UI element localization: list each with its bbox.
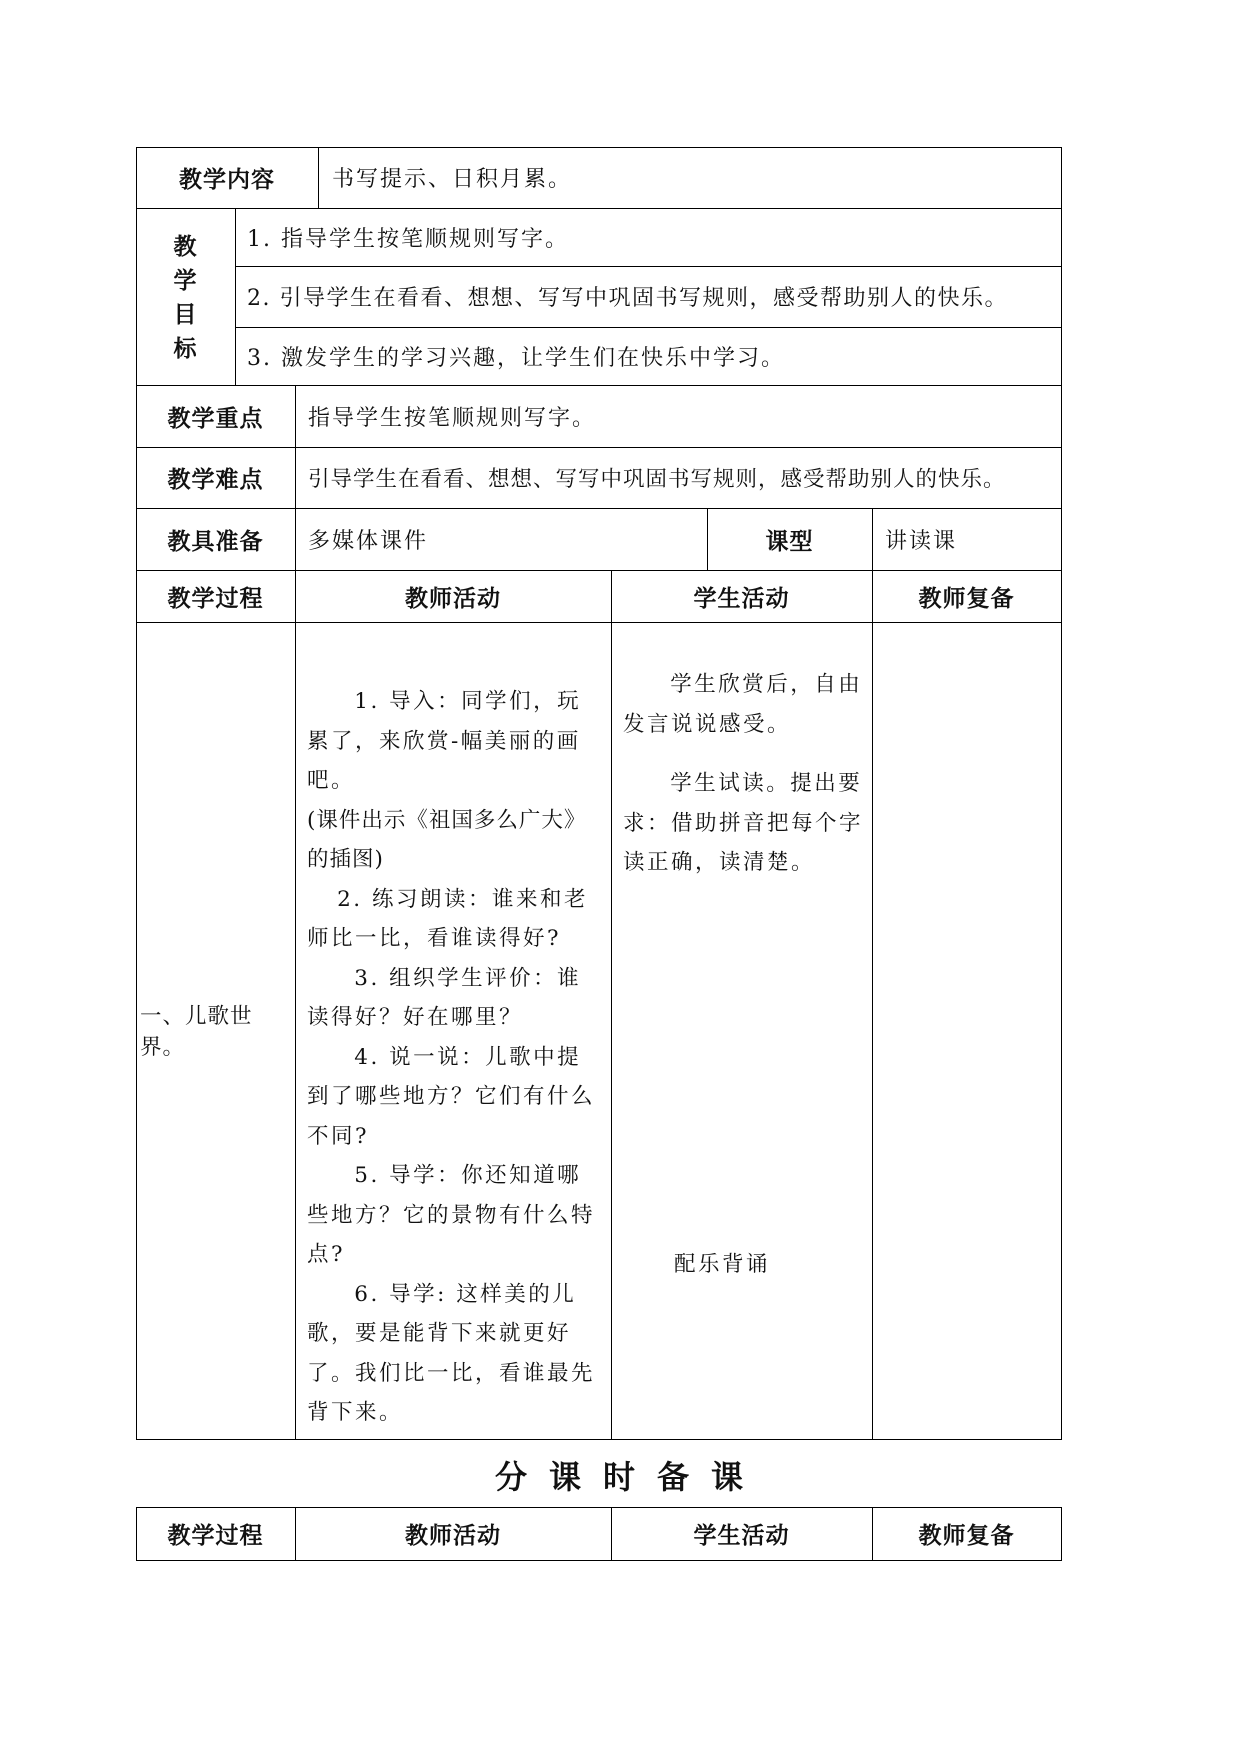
student-activity: 学生试读。提出要求：借助拼音把每个字读正确，读清楚。 — [623, 771, 864, 875]
goals-label-char: 学 — [173, 267, 197, 294]
header-review: 教师复备 — [918, 584, 1015, 612]
goal-3: 3. 激发学生的学习兴趣，让学生们在快乐中学习。 — [247, 345, 785, 371]
goals-label-char: 目 — [173, 301, 197, 328]
teacher-activity: 5. 导学：你还知道哪些地方？它的景物有什么特点? — [307, 1163, 596, 1267]
teacher-activity: 6. 导学: 这样美的儿歌，要是能背下来就更好了。我们比一比，看谁最先背下来。 — [307, 1281, 596, 1425]
teacher-activity: 3. 组织学生评价：谁读得好？好在哪里？ — [307, 965, 582, 1030]
key-point-label: 教学重点 — [167, 404, 264, 432]
header-process: 教学过程 — [167, 584, 264, 612]
process-step: 一、儿歌世界。 — [140, 1004, 253, 1060]
goal-2: 2. 引导学生在看看、想想、写写中巩固书写规则，感受帮助别人的快乐。 — [247, 286, 1008, 311]
header-review: 教师复备 — [918, 1522, 1015, 1549]
goals-label — [170, 230, 200, 366]
header-student: 学生活动 — [693, 1522, 790, 1549]
header-teacher: 教师活动 — [405, 584, 501, 612]
tools-value: 多媒体课件 — [308, 528, 429, 554]
goals-label-char: 教 — [173, 233, 197, 260]
student-activity: 配乐背诵 — [674, 1252, 771, 1277]
teacher-activity: 4. 说一说：儿歌中提到了哪些地方？它们有什么不同? — [307, 1044, 596, 1149]
header-teacher: 教师活动 — [405, 1522, 501, 1549]
key-point-value: 指导学生按笔顺规则写字。 — [308, 405, 597, 431]
type-label: 课型 — [765, 527, 814, 555]
student-activity: 学生欣赏后，自由发言说说感受。 — [623, 672, 863, 737]
header-process: 教学过程 — [167, 1522, 264, 1549]
header-student: 学生活动 — [693, 584, 790, 612]
teacher-activity: 2. 练习朗读：谁来和老师比一比，看谁读得好? — [307, 886, 588, 951]
student-activities — [623, 665, 868, 883]
teacher-activity: (课件出示《祖国多么广大》的插图) — [307, 807, 587, 872]
teacher-activity: 1. 导入：同学们，玩累了，来欣赏-幅美丽的画吧。 — [307, 689, 582, 793]
section-title: 分课时备课 — [494, 1458, 765, 1496]
tools-label: 教具准备 — [167, 527, 264, 555]
content-value: 书写提示、日积月累。 — [332, 167, 573, 192]
goal-1: 1. 指导学生按笔顺规则写字。 — [247, 226, 569, 252]
difficulty-value: 引导学生在看看、想想、写写中巩固书写规则，感受帮助别人的快乐。 — [308, 467, 1006, 492]
goals-label-char: 标 — [173, 335, 197, 362]
teacher-activities — [307, 682, 603, 1433]
type-value: 讲读课 — [885, 528, 958, 554]
difficulty-label: 教学难点 — [167, 466, 264, 493]
content-label: 教学内容 — [179, 166, 275, 193]
